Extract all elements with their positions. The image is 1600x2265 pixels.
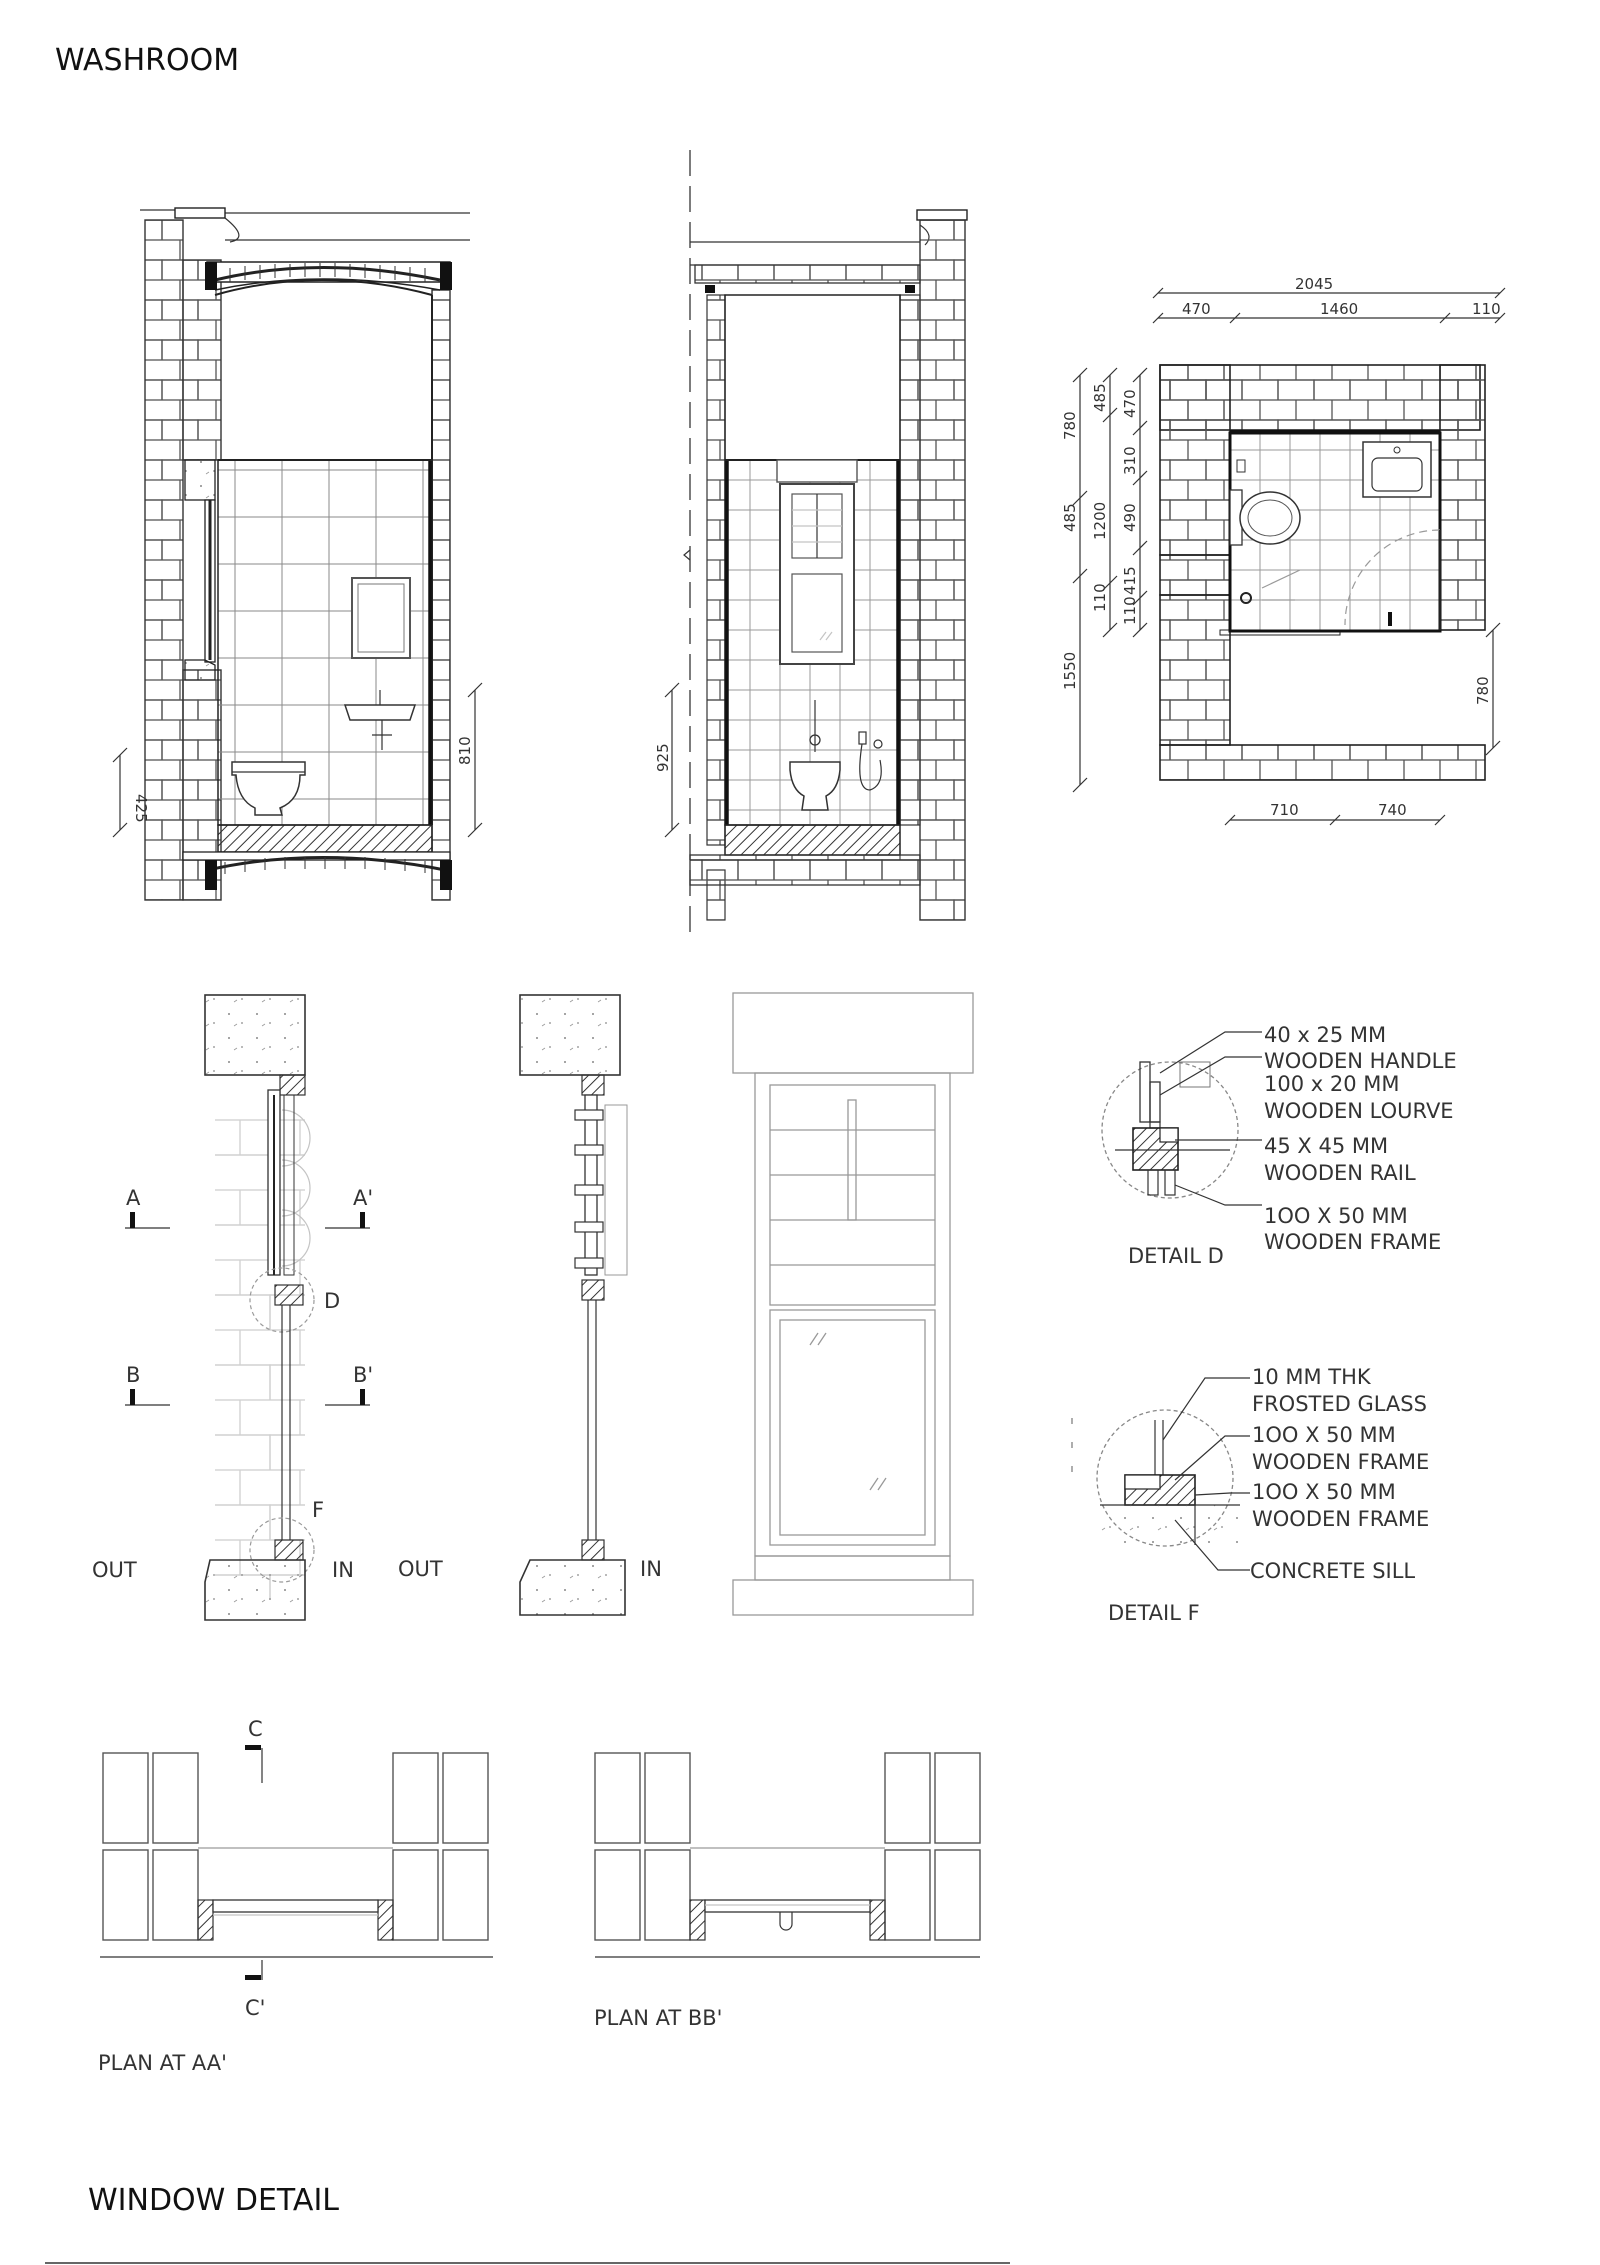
marker-f: F xyxy=(312,1498,325,1522)
window-section-2 xyxy=(398,995,662,1615)
marker-a: A xyxy=(126,1186,141,1210)
dim-sec1-height: 810 xyxy=(456,736,474,765)
washroom-plan xyxy=(1061,275,1505,825)
dim-plan-left-mid-2: 1200 xyxy=(1091,501,1109,540)
detail-d-note-5: 45 X 45 MM xyxy=(1264,1134,1389,1158)
marker-c-prime: C' xyxy=(245,1996,266,2020)
detail-d-note-8: WOODEN FRAME xyxy=(1264,1230,1442,1254)
dim-plan-left-mid-1: 485 xyxy=(1091,383,1109,412)
dim-plan-left-mid-3: 110 xyxy=(1091,583,1109,612)
dim-plan-top-a: 470 xyxy=(1182,300,1211,318)
marker-b: B xyxy=(126,1363,141,1387)
dim-plan-right: 780 xyxy=(1474,676,1492,705)
dim-sec2-height: 925 xyxy=(654,743,672,772)
marker-b-prime: B' xyxy=(353,1363,374,1387)
detail-f-note-7: CONCRETE SILL xyxy=(1250,1559,1416,1583)
label-out-1: OUT xyxy=(92,1558,137,1582)
detail-f-note-3: 1OO X 50 MM xyxy=(1252,1423,1396,1447)
window-section-1 xyxy=(92,995,373,1620)
plan-bb-title: PLAN AT BB' xyxy=(594,2006,723,2030)
washroom-title: WASHROOM xyxy=(55,43,240,78)
dim-plan-top-c: 110 xyxy=(1472,300,1501,318)
detail-f-note-2: FROSTED GLASS xyxy=(1252,1392,1427,1416)
plan-aa xyxy=(98,1717,493,2075)
plan-aa-title: PLAN AT AA' xyxy=(98,2051,227,2075)
dim-plan-left-in-2: 310 xyxy=(1121,446,1139,475)
detail-f xyxy=(1072,1365,1429,1625)
detail-f-title: DETAIL F xyxy=(1108,1601,1200,1625)
dim-plan-left-outer-3: 1550 xyxy=(1061,651,1079,690)
washroom-section-2 xyxy=(654,150,967,940)
dim-plan-bottom-a: 710 xyxy=(1270,801,1299,819)
dim-plan-left-outer-2: 485 xyxy=(1061,503,1079,532)
dim-plan-top-total: 2045 xyxy=(1295,275,1334,293)
detail-f-note-6: WOODEN FRAME xyxy=(1252,1507,1430,1531)
detail-d-note-4: WOODEN LOURVE xyxy=(1264,1099,1454,1123)
detail-d-title: DETAIL D xyxy=(1128,1244,1224,1268)
detail-d-note-1: 40 x 25 MM xyxy=(1264,1023,1387,1047)
detail-d-note-2: WOODEN HANDLE xyxy=(1264,1049,1457,1073)
detail-f-note-4: WOODEN FRAME xyxy=(1252,1450,1430,1474)
dim-plan-left-in-5: 110 xyxy=(1121,596,1139,625)
window-elevation xyxy=(733,993,973,1615)
dim-sec1-sill: 425 xyxy=(132,794,150,823)
marker-d: D xyxy=(324,1289,341,1313)
marker-c: C xyxy=(248,1717,263,1741)
dim-plan-left-in-3: 490 xyxy=(1121,503,1139,532)
detail-f-note-5: 1OO X 50 MM xyxy=(1252,1480,1396,1504)
plan-bb xyxy=(594,1753,980,2030)
label-in-1: IN xyxy=(332,1558,354,1582)
window-detail-title: WINDOW DETAIL xyxy=(88,2183,340,2218)
marker-a-prime: A' xyxy=(353,1186,374,1210)
detail-d xyxy=(1102,1023,1457,1268)
detail-d-note-6: WOODEN RAIL xyxy=(1264,1161,1416,1185)
washroom-section-1 xyxy=(113,208,482,900)
dim-plan-top-b: 1460 xyxy=(1320,300,1359,318)
dim-plan-left-outer-1: 780 xyxy=(1061,411,1079,440)
dim-plan-left-in-1: 470 xyxy=(1121,389,1139,418)
detail-d-note-7: 1OO X 50 MM xyxy=(1264,1204,1408,1228)
detail-d-note-3: 100 x 20 MM xyxy=(1264,1072,1400,1096)
dim-plan-left-in-4: 415 xyxy=(1121,566,1139,595)
dim-plan-bottom-b: 740 xyxy=(1378,801,1407,819)
label-in-2: IN xyxy=(640,1557,662,1581)
detail-f-note-1: 10 MM THK xyxy=(1252,1365,1371,1389)
label-out-2: OUT xyxy=(398,1557,443,1581)
